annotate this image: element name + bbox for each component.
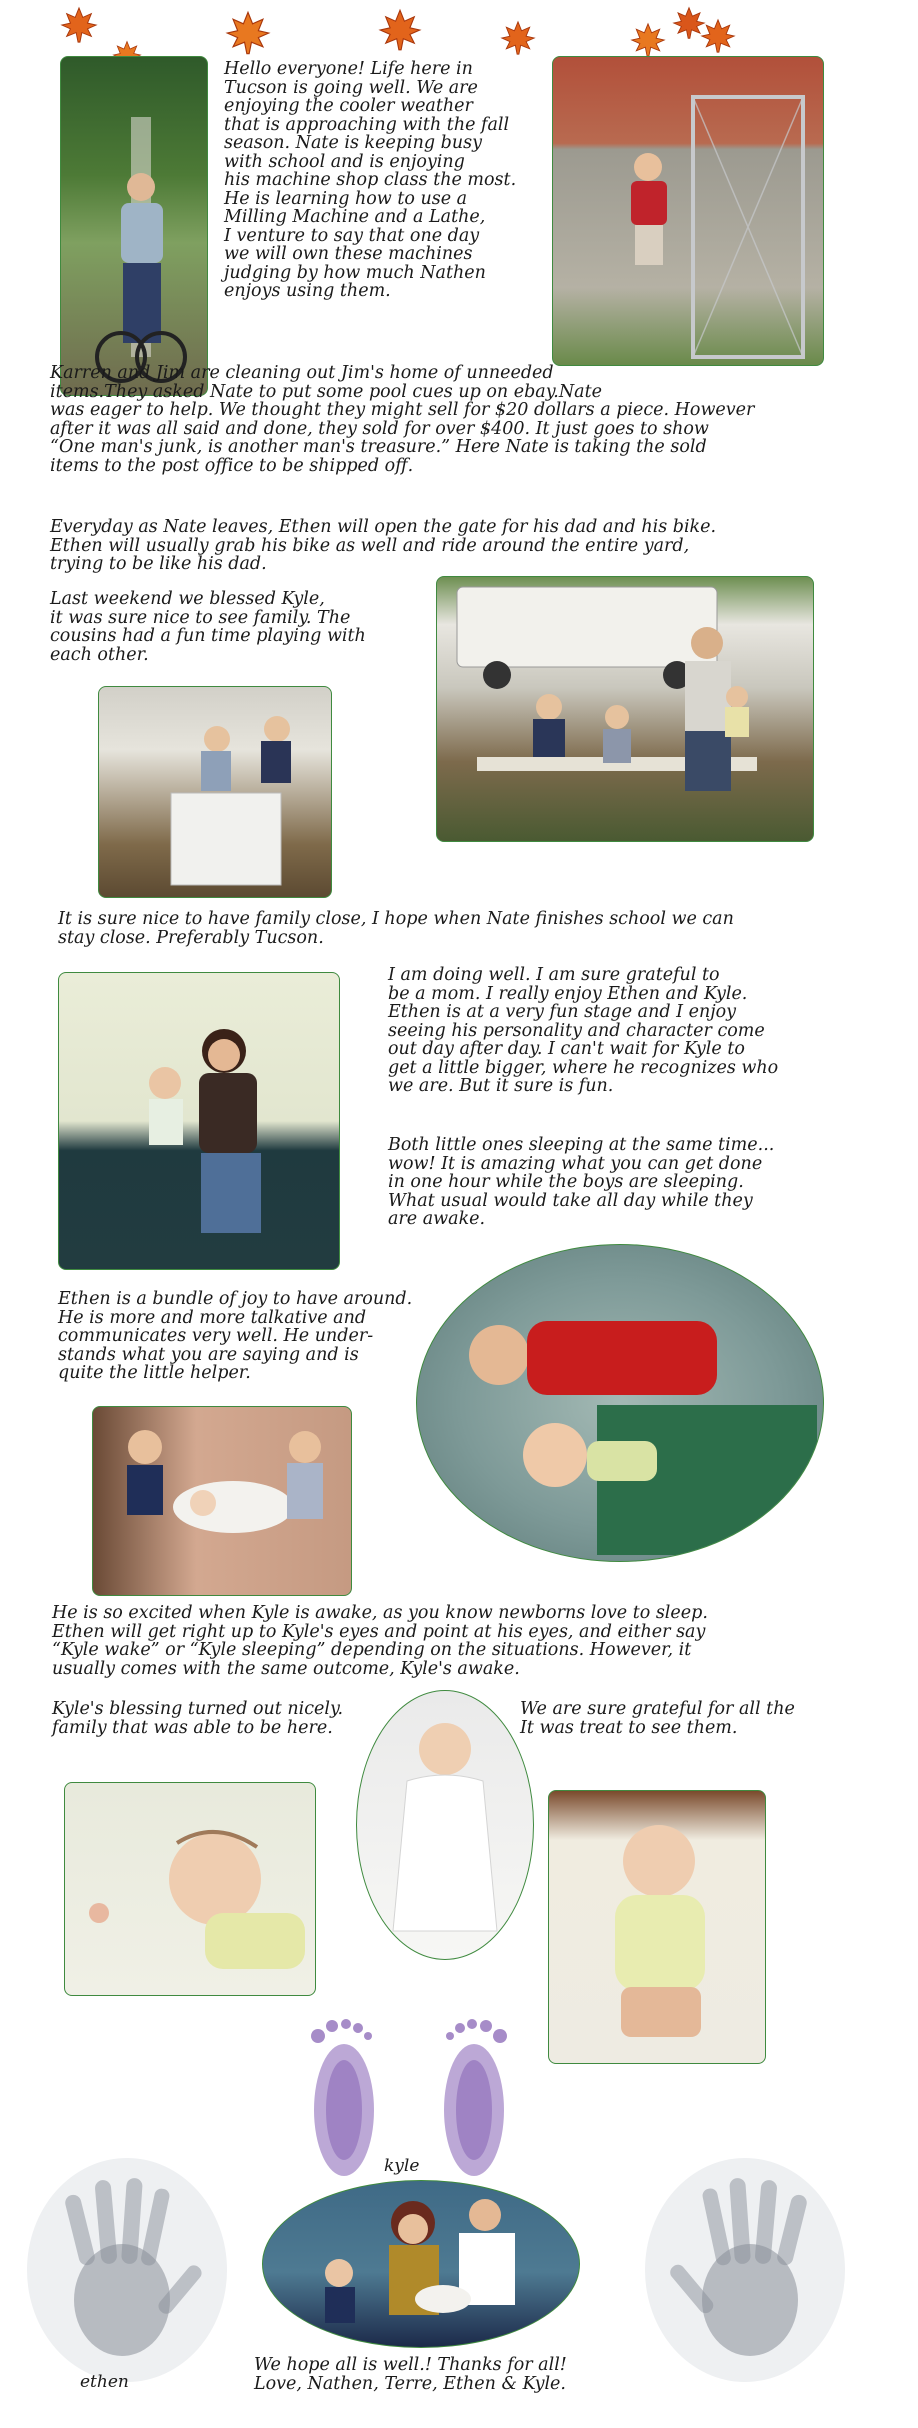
photo-boys-sleeping <box>416 1244 824 1562</box>
photo-nate-bike <box>60 56 208 396</box>
maple-leaf-icon <box>378 8 422 52</box>
kyle-label: kyle <box>384 2156 420 2176</box>
photo-family-portrait <box>262 2180 580 2348</box>
blessed-paragraph: Last weekend we blessed Kyle, it was sure nice to see family. The cousins had a fun time playing with each other. <box>50 589 366 665</box>
photo-kyle-awake <box>548 1790 766 2064</box>
blessing-left-text: Kyle's blessing turned out nicely. family that was able to be here. <box>52 1699 344 1738</box>
ebay-paragraph: Karren and Jim are cleaning out Jim's home of unneeded items.They asked Nate to put some pool cues up on ebay.Nate was eager to help. We thought they might sell for $20 dollars a piece. However after it was all said and done, they sold for over $400. It just goes to show “One man's junk, is another man's treasure.” Here Nate is taking the sold items to the post office to be shipped off. <box>50 363 755 476</box>
handprint-icon <box>22 2150 232 2390</box>
joy-paragraph: Ethen is a bundle of joy to have around. He is more and more talkative and communicates very well. He under- stands what you are saying and is quite the little helper. <box>58 1289 413 1383</box>
photo-swing-family <box>436 576 814 842</box>
photo-ethen-gate <box>552 56 824 366</box>
photo-mom-ethen <box>58 972 340 1270</box>
maple-leaf-icon <box>60 6 98 44</box>
excited-paragraph: He is so excited when Kyle is awake, as you know newborns love to sleep. Ethen will get right up to Kyle's eyes and point at his eyes, and either say “Kyle wake” or “Kyle sleeping” depending on the situations. However, it usually comes with the same outcome, Kyle's awake. <box>52 1603 708 1679</box>
sleeping-paragraph: Both little ones sleeping at the same time... wow! It is amazing what you can get done in one hour while the boys are sleeping. What usual would take all day while they are awake. <box>388 1135 775 1229</box>
mom-paragraph: I am doing well. I am sure grateful to be a mom. I really enjoy Ethen and Kyle. Ethen is at a very fun stage and I enjoy seeing his personality and character come out day after day. I can't wait for Kyle to get a little bigger, where he recognizes who we are. But it sure is fun. <box>388 965 779 1096</box>
photo-kyle-blessing-dress <box>356 1690 534 1960</box>
photo-kyle-sleeping <box>64 1782 316 1996</box>
photo-cousins-box <box>98 686 332 898</box>
blessing-right-text: We are sure grateful for all the It was treat to see them. <box>520 1699 795 1738</box>
photo-ethen-kyle-couch <box>92 1406 352 1596</box>
maple-leaf-icon <box>225 10 271 56</box>
maple-leaf-icon <box>630 22 666 58</box>
footprint-icon <box>430 2010 522 2190</box>
handprint-icon <box>640 2150 850 2390</box>
intro-paragraph: Hello everyone! Life here in Tucson is going well. We are enjoying the cooler weather that is approaching with the fall season. Nate is keeping busy with school and is enjoying his machine shop class the most. He is learning how to use a Milling Machine and a Lathe, I venture to say that one day we will own these machines judging by how much Nathen enjoys using them. <box>224 59 517 301</box>
footprint-icon <box>296 2010 388 2190</box>
maple-leaf-icon <box>500 20 536 56</box>
maple-leaf-icon <box>700 18 736 54</box>
ethen-label: ethen <box>80 2372 129 2392</box>
closing-paragraph: We hope all is well.! Thanks for all! Love, Nathen, Terre, Ethen & Kyle. <box>254 2355 567 2394</box>
gate-paragraph: Everyday as Nate leaves, Ethen will open the gate for his dad and his bike. Ethen will usually grab his bike as well and ride around the entire yard, trying to be like his dad. <box>50 517 717 574</box>
family-close-paragraph: It is sure nice to have family close, I hope when Nate finishes school we can stay close. Preferably Tucson. <box>58 909 734 948</box>
